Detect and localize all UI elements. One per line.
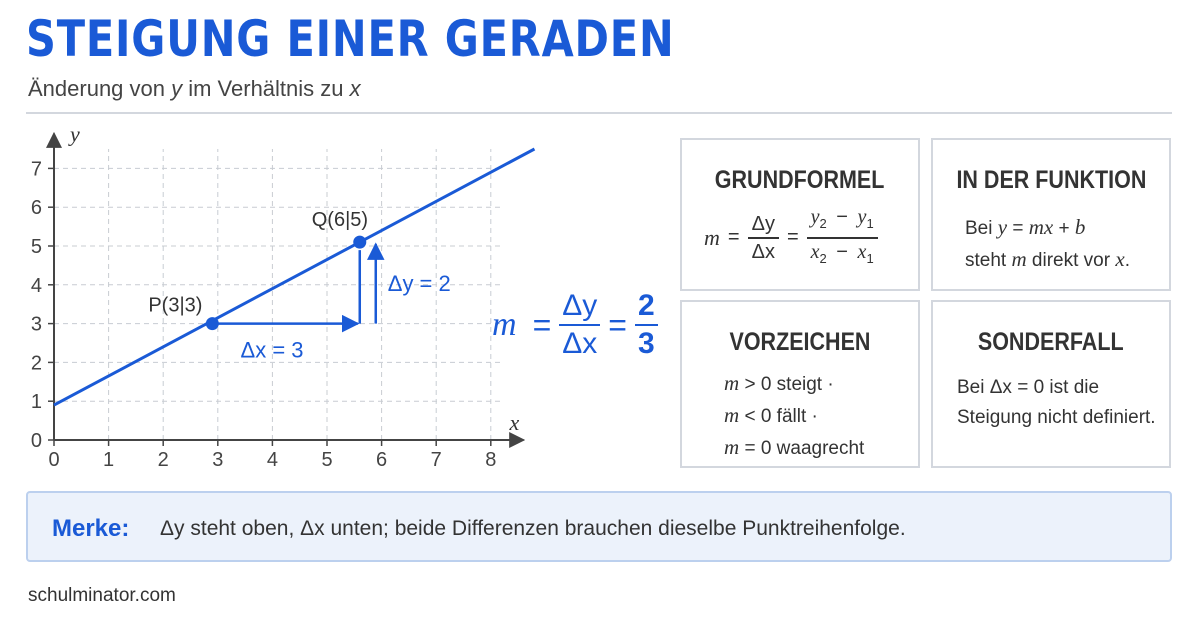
x-tick-label: 7 [430,449,442,471]
x-tick-label: 8 [485,449,497,471]
x-tick-label: 2 [157,449,169,471]
y-tick-label: 0 [30,430,42,452]
card-text: Bei Δx = 0 ist die Steigung nicht definiert. [957,377,1156,428]
card-in-der-funktion [931,138,1171,291]
y-tick-label: 1 [30,391,42,414]
page-title: STEIGUNG EINER GERADEN [26,10,675,68]
card-title: SONDERFALL [978,328,1124,356]
header-divider [26,112,1172,114]
card-title: VORZEICHEN [729,328,871,356]
x-axis-label: x [509,410,520,435]
sign-row: m < 0 fällt · [724,403,818,427]
formula-equals: = [532,306,552,343]
y-tick-label: 2 [30,352,42,375]
point-label: P(3|3) [148,294,203,317]
merke-text: Δy steht oben, Δx unten; beide Differenzen brauchen dieselbe Punktreihenfolge. [160,517,906,540]
card-text: Bei y = mx + b steht m direkt vor x. [965,215,1130,271]
footer-site: schulminator.com [28,585,176,606]
data-point [206,317,219,330]
formula-equals-2: = [608,306,627,343]
delta-y-label: Δy = 2 [387,270,451,296]
basic-slope-formula: m = $\frac{\Delta y}{\Delta x}$ = $\frac{y_2 - y_1}{x_2 - x_1}$ [704,204,878,272]
card-sonderfall [931,300,1171,468]
formula-delta-y: Δy [562,289,598,322]
formula-fraction-deltas [559,288,600,362]
y-tick-label: 6 [30,197,42,220]
y-tick-label: 4 [30,274,42,297]
point-label: Q(6|5) [311,209,369,232]
y-tick-label: 5 [30,236,42,258]
x-tick-label: 3 [212,449,224,471]
sign-row: m = 0 waagrecht [724,435,865,459]
x-tick-label: 1 [103,449,115,471]
x-tick-label: 0 [48,449,60,471]
formula-m: m [492,306,517,343]
card-vorzeichen [680,300,920,468]
card-text [724,368,864,464]
card-title: IN DER FUNKTION [956,166,1146,194]
formula-result-denominator: 3 [637,327,655,360]
card-title: GRUNDFORMEL [715,166,885,194]
sign-row: m > 0 steigt · [724,371,834,395]
y-tick-label: 3 [30,313,42,336]
y-axis-label: y [70,121,80,147]
x-tick-label: 4 [266,449,278,471]
data-point [353,236,366,249]
card-grundformel [680,138,920,291]
merke-note [26,491,1172,562]
page-subtitle: Änderung von y im Verhältnis zu x [28,76,361,101]
x-tick-label: 5 [321,449,333,471]
formula-fraction-result [635,288,658,362]
formula-result-numerator: 2 [637,289,655,322]
formula-delta-x: Δx [562,327,598,360]
series-line [54,149,534,405]
slope-result-formula [492,288,658,362]
y-tick-label: 7 [30,158,42,181]
x-tick-label: 6 [376,449,388,471]
merke-label: Merke: [52,515,130,542]
delta-x-label: Δx = 3 [240,337,304,363]
